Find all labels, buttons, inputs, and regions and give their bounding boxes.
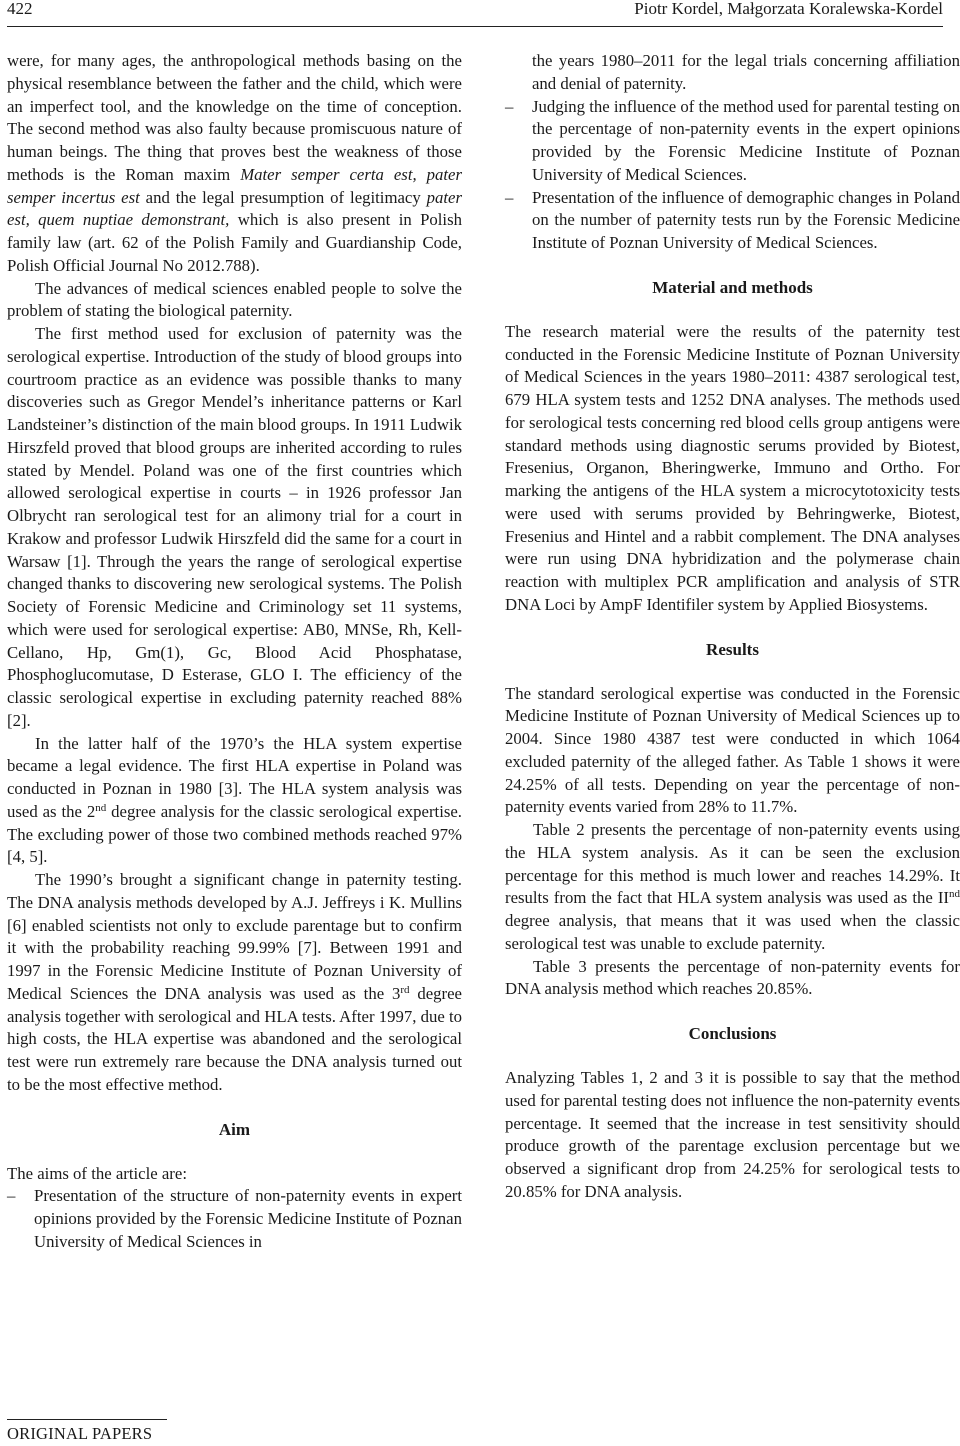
aim-item-text: Presentation of the structure of non-paternity events in expert opinions provided by the Forensic Medicine Institute of Poznan University of Medical Sciences in [34,1186,462,1251]
aim-item-text: Judging the influence of the method used for parental testing on the percentage of non-paternity events in the expert opinions provided by the Forensic Medicine Institute of Poznan University of Medical Sciences. [532,96,960,184]
aim-list-item [7,1185,462,1253]
text-span: Table 2 presents the percentage of non-paternity events using the HLA system analysis. As it can be seen the exclusion percentage for this method is much lower and reaches 14.29%. It results from the fact that HLA system analysis was used as the II [505,820,960,908]
text-span: degree analysis for the classic serological expertise. The excluding power of those two combined methods reached 97% [4, 5]. [7,801,462,867]
section-heading-conclusions: Conclusions [688,1024,777,1043]
paragraph-results-dna: Table 3 presents the percentage of non-paternity events for DNA analysis method which reaches 20.85%. [505,956,960,999]
page-number: 422 [7,0,33,18]
right-column [505,50,960,1204]
aim-item-text: the years 1980–2011 for the legal trials concerning affiliation and denial of paternity. [532,51,960,93]
aim-list-item-continued [505,50,960,96]
superscript: nd [95,801,107,814]
aim-list-item [505,187,960,255]
page-header [7,0,943,27]
paragraph-hla-system [7,733,462,870]
text-span: were, for many ages, the anthropological methods basing on the physical resemblance between the father and the child, which were an imperfect tool, and the knowledge on the time of conception. The second method was also faulty because promiscuous nature of human beings. The thing that proves best the weakness of those methods is the Roman maxim [7,51,462,184]
text-span: degree analysis together with serological and HLA tests. After 1997, due to high costs, the HLA expertise was abandoned and the serological test were run extremely rare because the DNA analysis turned out to be the most effective method. [7,983,462,1094]
text-span: In the latter half of the 1970’s the HLA system expertise became a legal evidence. The first HLA expertise in Poland was conducted in Poznan in 1980 [3]. The HLA system analysis was used as the 2 [7,733,462,821]
section-heading-aim: Aim [218,1119,251,1139]
footer-section-label: ORIGINAL PAPERS [7,1424,153,1443]
dash-bullet: – [505,96,514,116]
footer-divider [7,1419,167,1420]
aim-intro: The aims of the article are: [7,1163,187,1183]
text-span: degree analysis, that means that it was used when the classic serological test was unable to exclude paternity. [505,911,960,953]
text-span: The 1990’s brought a significant change in paternity testing. The DNA analysis methods developed by A.J. Jeffreys i K. Mullins [6] enabled scientists not only to exclude parentage but to confirm it with the probability reaching 99.99% [7]. Between 1991 and 1997 in the Forensic Medicine Institute of Poznan University of Medical Sciences the DNA analysis was used as the 3 [7,870,462,1003]
section-heading-results: Results [706,639,759,659]
paragraph-historical-methods [7,50,462,278]
running-head-authors: Piotr Kordel, Małgorzata Koralewska-Kordel [634,0,943,18]
superscript: rd [400,983,410,996]
dash-bullet: – [505,187,514,207]
section-heading-material-methods: Material and methods [652,277,813,297]
left-column [7,50,462,1254]
paragraph-dna-analysis [7,869,462,1097]
text-span: and the legal presumption of legitimacy [139,187,427,207]
paragraph-results-serological: The standard serological expertise was conducted in the Forensic Medicine Institute of Poznan University of Medical Sciences up to 2004. Since 1980 4387 test were conducted in which 1064 excluded paternity of the alleged father. As Table 1 shows it were 24.25% of all tests. Depending on year the percentage of non-paternity events varied from 28% to 11.7%. [505,683,960,817]
paragraph-results-hla [505,819,960,956]
superscript: nd [949,888,960,901]
aim-list-item [505,96,960,187]
text-span: which is also present in Polish family law (art. 62 of the Polish Family and Guardianship Code, Polish Official Journal No 2012.788). [7,210,462,275]
aim-item-text: Presentation of the influence of demographic changes in Poland on the number of paternity tests run by the Forensic Medicine Institute of Poznan University of Medical Sciences. [532,187,960,252]
paragraph-material-methods: The research material were the results of the paternity test conducted in the Forensic Medicine Institute of Poznan University of Medical Sciences in the years 1980–2011: 4387 serological test, 679 HLA system tests and 1252 DNA analyses. The methods used for serological tests concerning red blood cells group antigens were standard methods using diagnostic serums provided by Biotest, Fresenius, Organon, Bheringwerke, Immuno and Ortho. For marking the antigens of the HLA system a microcytotoxicity tests were used with serums provided by Behringwerke, Biotest, Fresenius and Hintel and a rabbit complement. The DNA analyses were run using DNA hybridization and the polymerase chain reaction with multiplex PCR amplification and analysis of STR DNA Loci by AmpF Identifiler system by Applied Biosystems. [505,321,960,614]
roman-maxim: Mater semper certa est, pater semper incertus est [7,164,462,207]
legal-presumption: pater est, quem nuptiae demonstrant, [7,187,462,230]
dash-bullet: – [7,1186,16,1206]
paragraph-medical-advances: The advances of medical sciences enabled people to solve the problem of stating the biological paternity. [7,278,462,321]
paragraph-serological-expertise: The first method used for exclusion of paternity was the serological expertise. Introduction of the study of blood groups into courtroom practice as an evidence was possible thanks to many discoveries such as Gregor Mendel’s inheritance patterns or Karl Landsteiner’s distinction of the main blood groups. In 1911 Ludwik Hirszfeld proved that blood groups are inherited according to rules stated by Mendel. Poland was one of the first countries which allowed serological expertise in courts – in 1926 professor Jan Olbrycht ran serological test for an alimony trial for a court in Krakow and professor Ludwik Hirszfeld did the same for a court in Warsaw [1]. Through the years the range of serological expertise changed thanks to discovering new serological systems. The Polish Society of Forensic Medicine and Criminology set 11 systems, which were used for serological expertise: AB0, MNSe, Rh, Kell-Cellano, Hp, Gm(1), Gc, Blood Acid Phosphatase, Phosphoglucomutase, D Esterase, GLO I. The efficiency of the classic serological expertise in excluding paternity reached 88% [2]. [7,324,462,730]
paragraph-conclusions: Analyzing Tables 1, 2 and 3 it is possible to say that the method used for parental testing does not influence the non-paternity events percentage. It seemed that the increase in test sensitivity should produce growth of the parentage exclusion percentage but we observed a significant drop from 24.25% for serological tests to 20.85% for DNA analysis. [505,1068,960,1201]
